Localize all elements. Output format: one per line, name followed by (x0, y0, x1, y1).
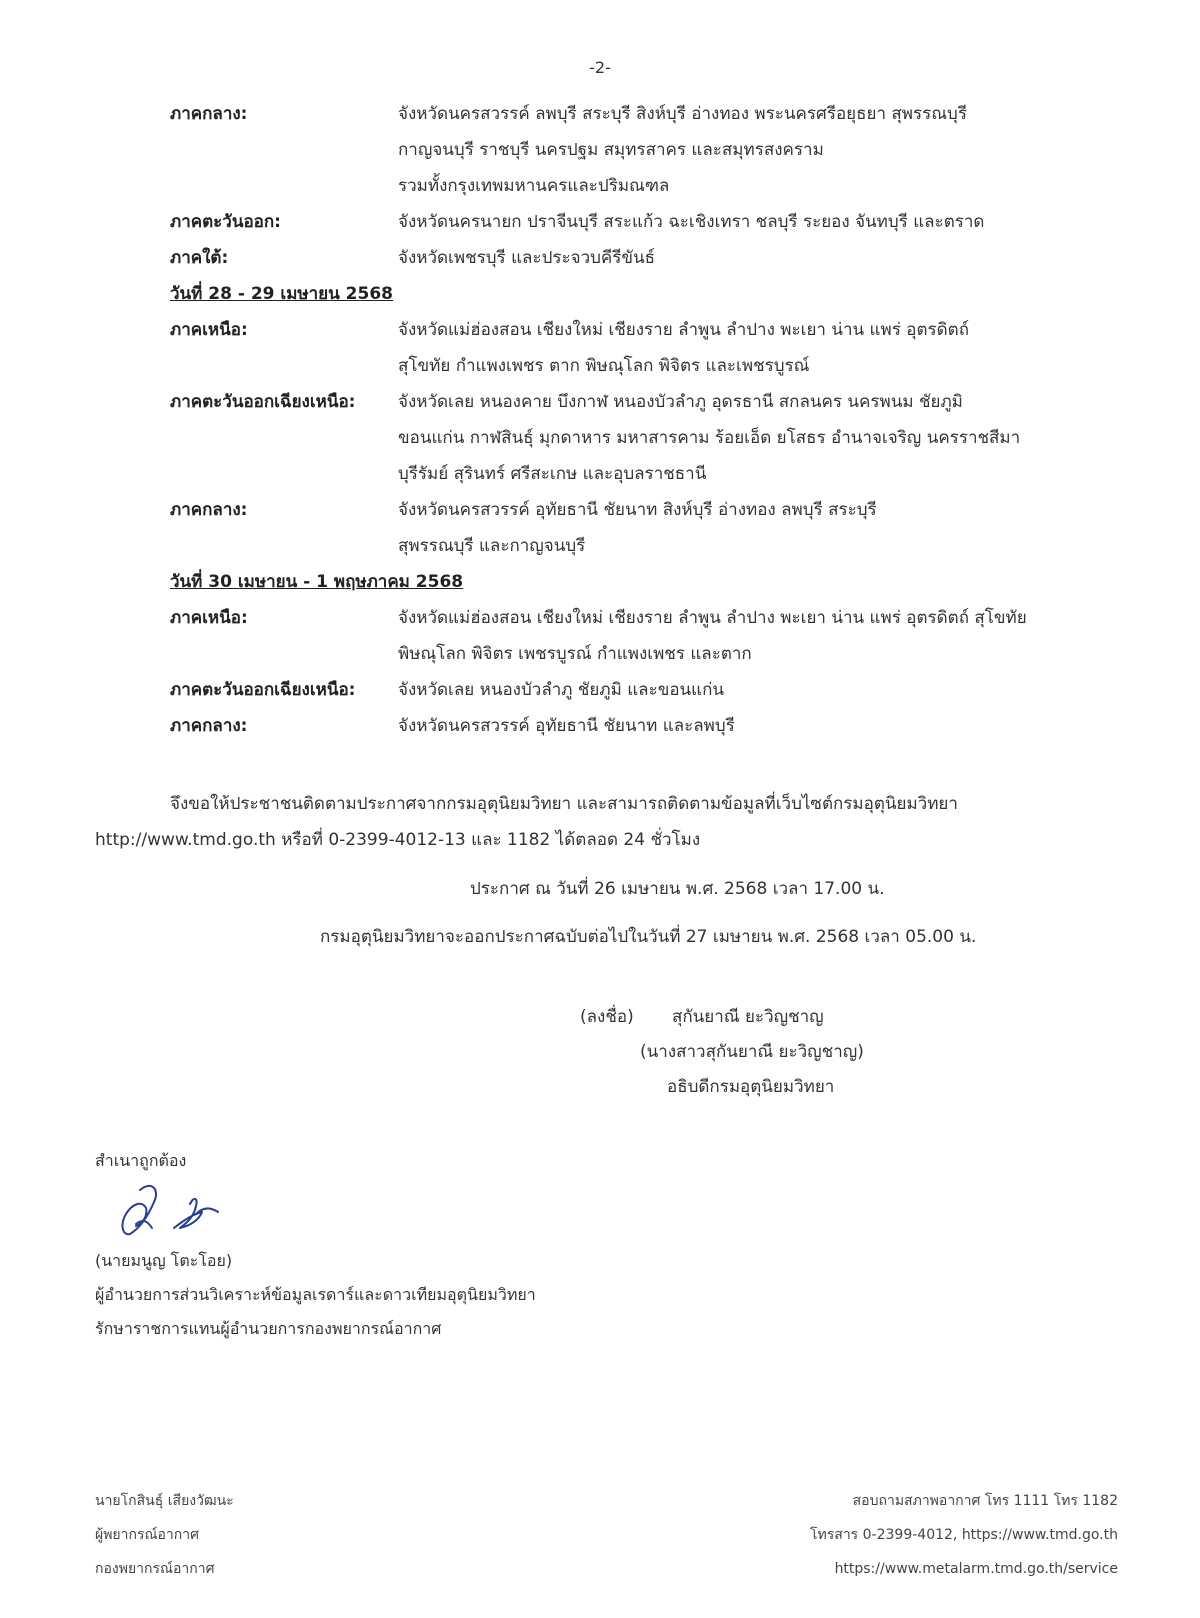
certifier-name: (นายมนูญ โตะโอย) (95, 1251, 233, 1270)
issued-date: ประกาศ ณ วันที่ 26 เมษายน พ.ศ. 2568 เวลา 17.00 น. (470, 879, 885, 899)
region-northeast-3 (170, 672, 1070, 708)
region-label: ภาคตะวันออกเฉียงเหนือ: (170, 392, 356, 412)
province-list-line: จังหวัดนครสวรรค์ อุทัยธานี ชัยนาท และลพบุรี (398, 716, 735, 736)
contact-metalarm-link[interactable]: https://www.metalarm.tmd.go.th/service (834, 1561, 1118, 1577)
forecast-regions (170, 96, 1070, 744)
signed-name: สุกันยาณี ยะวิญชาญ (672, 1007, 824, 1027)
next-announcement: กรมอุตุนิยมวิทยาจะออกประกาศฉบับต่อไปในวันที่ 27 เมษายน พ.ศ. 2568 เวลา 05.00 น. (320, 927, 977, 947)
province-list-line: ขอนแก่น กาฬสินธุ์ มุกดาหาร มหาสารคาม ร้อยเอ็ด ยโสธร อำนาจเจริญ นครราชสีมา (398, 428, 1021, 448)
province-list-line: จังหวัดเลย หนองบัวลำภู ชัยภูมิ และขอนแก่น (398, 680, 725, 700)
province-list-line: จังหวัดเลย หนองคาย บึงกาฬ หนองบัวลำภู อุดรธานี สกลนคร นครพนม ชัยภูมิ (398, 392, 963, 412)
sign-label: (ลงชื่อ) (580, 1007, 634, 1027)
province-list-line: สุพรรณบุรี และกาญจนบุรี (398, 536, 586, 556)
signer-position: อธิบดีกรมอุตุนิยมวิทยา (667, 1077, 835, 1097)
closing-paragraph (95, 786, 1105, 858)
region-label: ภาคใต้: (170, 248, 229, 268)
region-north-3 (170, 600, 1070, 672)
date-heading-28-29-april: วันที่ 28 - 29 เมษายน 2568 (170, 284, 394, 304)
region-central-3 (170, 708, 1070, 744)
closing-line-2: http://www.tmd.go.th หรือที่ 0-2399-4012-13 และ 1182 ได้ตลอด 24 ชั่วโมง (95, 830, 701, 850)
handwritten-signature-icon (118, 1178, 228, 1238)
contact-phone: สอบถามสภาพอากาศ โทร 1111 โทร 1182 (852, 1493, 1118, 1509)
region-north-2 (170, 312, 1070, 384)
province-list-line: สุโขทัย กำแพงเพชร ตาก พิษณุโลก พิจิตร และเพชรบูรณ์ (398, 356, 810, 376)
region-east-1 (170, 204, 1070, 240)
page-number: -2- (589, 58, 611, 77)
certifier-position-2: รักษาราชการแทนผู้อำนวยการกองพยากรณ์อากาศ (95, 1319, 442, 1338)
region-label: ภาคเหนือ: (170, 320, 248, 340)
signer-block (580, 1000, 864, 1105)
region-label: ภาคกลาง: (170, 500, 248, 520)
region-label: ภาคกลาง: (170, 104, 248, 124)
certifier-block (95, 1244, 536, 1346)
province-list-line: จังหวัดแม่ฮ่องสอน เชียงใหม่ เชียงราย ลำพูน ลำปาง พะเยา น่าน แพร่ อุตรดิตถ์ (398, 320, 969, 340)
region-label: ภาคเหนือ: (170, 608, 248, 628)
closing-line-1: จึงขอให้ประชาชนติดตามประกาศจากกรมอุตุนิยมวิทยา และสามารถติดตามข้อมูลที่เว็บไซต์กรมอุตุนิยมวิทยา (170, 794, 958, 814)
province-list-line: จังหวัดเพชรบุรี และประจวบคีรีขันธ์ (398, 248, 656, 268)
footer-contact (810, 1484, 1118, 1586)
province-list-line: จังหวัดนครสวรรค์ ลพบุรี สระบุรี สิงห์บุรี อ่างทอง พระนครศรีอยุธยา สุพรรณบุรี (398, 104, 967, 124)
certifier-position-1: ผู้อำนวยการส่วนวิเคราะห์ข้อมูลเรดาร์และดาวเทียมอุตุนิยมวิทยา (95, 1285, 536, 1304)
region-central-1 (170, 96, 1070, 204)
forecaster-name: นายโกสินธุ์ เสียงวัฒนะ (95, 1493, 234, 1509)
province-list-line: รวมทั้งกรุงเทพมหานครและปริมณฑล (398, 176, 670, 196)
region-label: ภาคตะวันออกเฉียงเหนือ: (170, 680, 356, 700)
province-list-line: กาญจนบุรี ราชบุรี นครปฐม สมุทรสาคร และสมุทรสงคราม (398, 140, 824, 160)
contact-fax-website[interactable]: โทรสาร 0-2399-4012, https://www.tmd.go.th (810, 1527, 1118, 1543)
province-list-line: จังหวัดนครนายก ปราจีนบุรี สระแก้ว ฉะเชิงเทรา ชลบุรี ระยอง จันทบุรี และตราด (398, 212, 985, 232)
province-list-line: พิษณุโลก พิจิตร เพชรบูรณ์ กำแพงเพชร และตาก (398, 644, 752, 664)
region-south-1 (170, 240, 1070, 276)
region-label: ภาคกลาง: (170, 716, 248, 736)
province-list-line: จังหวัดนครสวรรค์ อุทัยธานี ชัยนาท สิงห์บุรี อ่างทอง ลพบุรี สระบุรี (398, 500, 877, 520)
footer-forecaster (95, 1484, 234, 1586)
signer-full-name: (นางสาวสุกันยาณี ยะวิญชาญ) (640, 1042, 864, 1062)
province-list-line: จังหวัดแม่ฮ่องสอน เชียงใหม่ เชียงราย ลำพูน ลำปาง พะเยา น่าน แพร่ อุตรดิตถ์ สุโขทัย (398, 608, 1027, 628)
certified-copy-label: สำเนาถูกต้อง (95, 1151, 187, 1170)
forecaster-title: ผู้พยากรณ์อากาศ (95, 1527, 199, 1543)
forecaster-division: กองพยากรณ์อากาศ (95, 1561, 215, 1577)
region-northeast-2 (170, 384, 1070, 492)
date-heading-30-april-1-may: วันที่ 30 เมษายน - 1 พฤษภาคม 2568 (170, 572, 464, 592)
province-list-line: บุรีรัมย์ สุรินทร์ ศรีสะเกษ และอุบลราชธานี (398, 464, 707, 484)
region-label: ภาคตะวันออก: (170, 212, 281, 232)
region-central-2 (170, 492, 1070, 564)
